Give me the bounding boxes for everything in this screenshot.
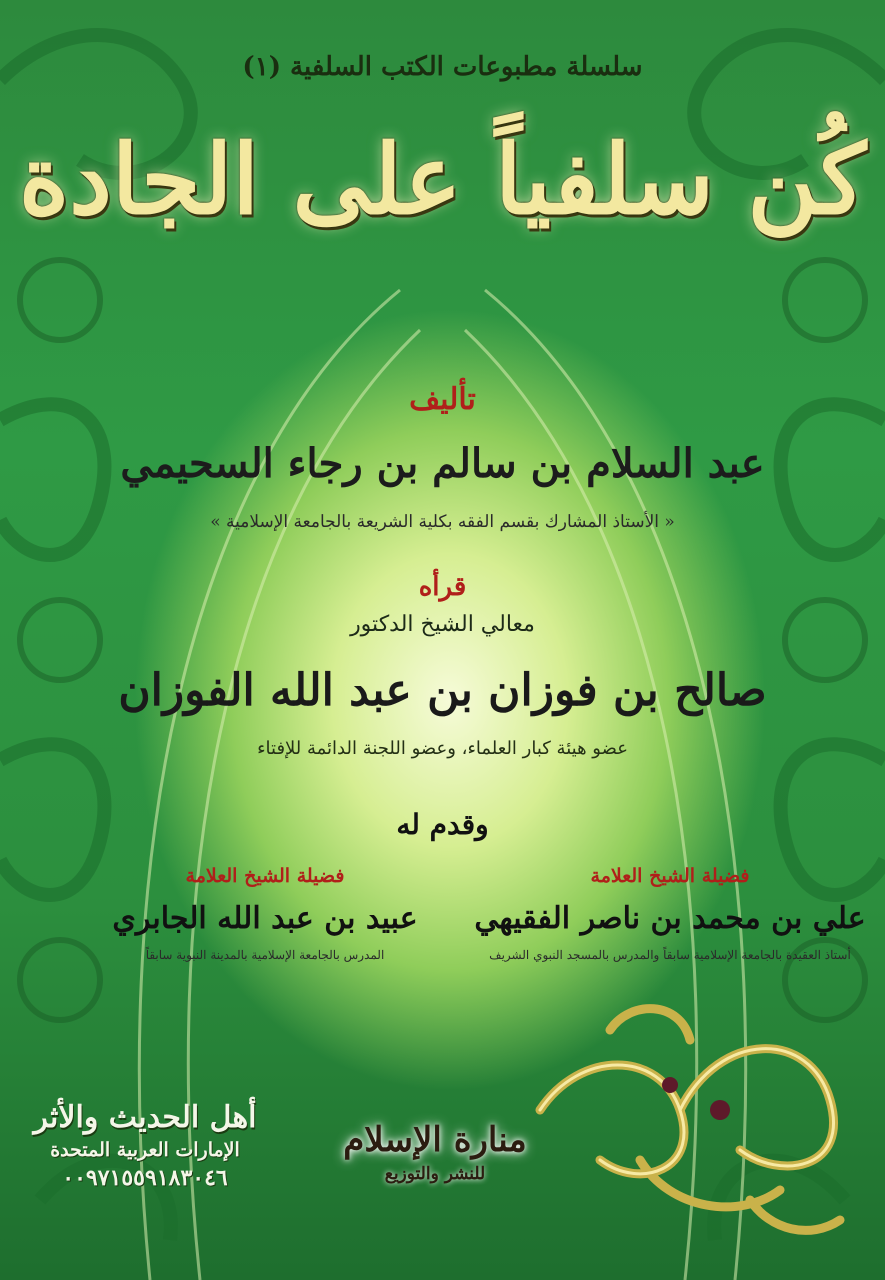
presenter-2-name: عبيد بن عبد الله الجابري [112,901,418,936]
read-label: قرأه [418,572,467,602]
presenter-2 [100,865,430,962]
presenter-1-prefix: فضيلة الشيخ العلامة [590,865,750,887]
publisher-ahl-alhadith [30,1100,260,1191]
publisher-left-phone: ٠٠٩٧١٥٥٩١٨٣٠٤٦ [62,1165,228,1191]
presenter-1-name: علي بن محمد بن ناصر الفقيهي [474,901,866,936]
authored-label: تأليف [409,382,476,417]
book-title: كُن سلفياً على الجادة [18,123,867,236]
presenter-2-role: المدرس بالجامعة الإسلامية بالمدينة النبوية سابقاً [145,948,385,962]
gold-flourish-icon [520,990,860,1260]
publisher-manarat-alislam [310,1120,560,1184]
author-name: عبد السلام بن سالم بن رجاء السحيمي [120,440,765,487]
publisher-center-sub: للنشر والتوزيع [384,1164,486,1184]
reader-name: صالح بن فوزان بن عبد الله الفوزان [118,665,767,716]
series-title: سلسلة مطبوعات الكتب السلفية (١) [242,52,643,82]
publisher-center-name: منارة الإسلام [343,1120,527,1160]
reader-title: معالي الشيخ الدكتور [350,612,535,637]
presenter-1 [470,865,870,962]
presenter-1-role: أستاذ العقيدة بالجامعة الإسلامية سابقاً والمدرس بالمسجد النبوي الشريف [489,948,851,962]
presenter-2-prefix: فضيلة الشيخ العلامة [185,865,345,887]
publisher-left-country: الإمارات العربية المتحدة [50,1139,240,1161]
author-role: « الأستاذ المشارك بقسم الفقه بكلية الشريعة بالجامعة الإسلامية » [210,512,675,532]
introduction-label: وقدم له [396,808,489,841]
publisher-left-name: أهل الحديث والأثر [33,1100,257,1135]
reader-role: عضو هيئة كبار العلماء، وعضو اللجنة الدائمة للإفتاء [257,738,628,759]
